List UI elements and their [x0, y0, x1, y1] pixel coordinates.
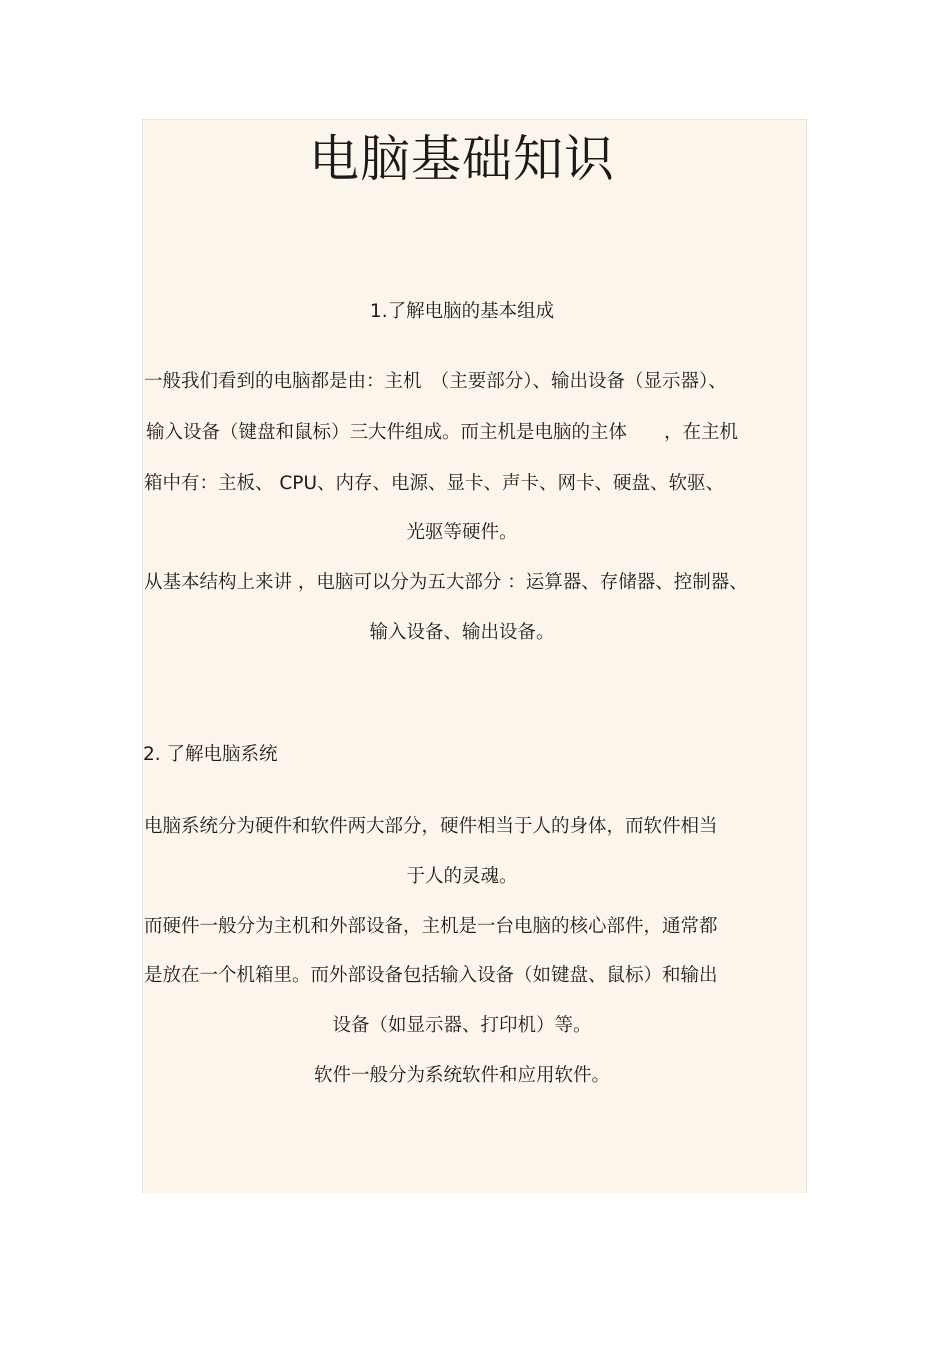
section-1-line: 输入设备（键盘和鼠标）三大件组成。而主机是电脑的主体 ，在主机: [146, 422, 739, 443]
section-1-line: 输入设备、输出设备。: [369, 622, 555, 643]
section-1-line: 箱中有：主板、 CPU、内存、电源、显卡、声卡、网卡、硬盘、软驱、: [144, 473, 724, 494]
section-2-heading: 2. 了解电脑系统: [143, 744, 278, 765]
section-2-line: 是放在一个机箱里。而外部设备包括输入设备（如键盘、鼠标）和输出: [144, 965, 718, 986]
section-2-line: 电脑系统分为硬件和软件两大部分，硬件相当于人的身体，而软件相当: [144, 816, 718, 837]
document-title: 电脑基础知识: [309, 130, 615, 188]
section-2-line: 设备（如显示器、打印机）等。: [332, 1015, 592, 1036]
section-1-line: 一般我们看到的电脑都是由：主机 （主要部分）、输出设备（显示器）、: [144, 371, 727, 392]
section-2-line: 而硬件一般分为主机和外部设备，主机是一台电脑的核心部件，通常都: [144, 916, 718, 937]
section-2-line: 于人的灵魂。: [406, 866, 518, 887]
section-1-heading: 1.了解电脑的基本组成: [369, 301, 555, 322]
section-1-line: 光驱等硬件。: [406, 522, 518, 543]
section-2-line: 软件一般分为系统软件和应用软件。: [313, 1065, 610, 1086]
section-1-line: 从基本结构上来讲 ，电脑可以分为五大部分 ：运算器、存储器、控制器、: [144, 572, 748, 593]
